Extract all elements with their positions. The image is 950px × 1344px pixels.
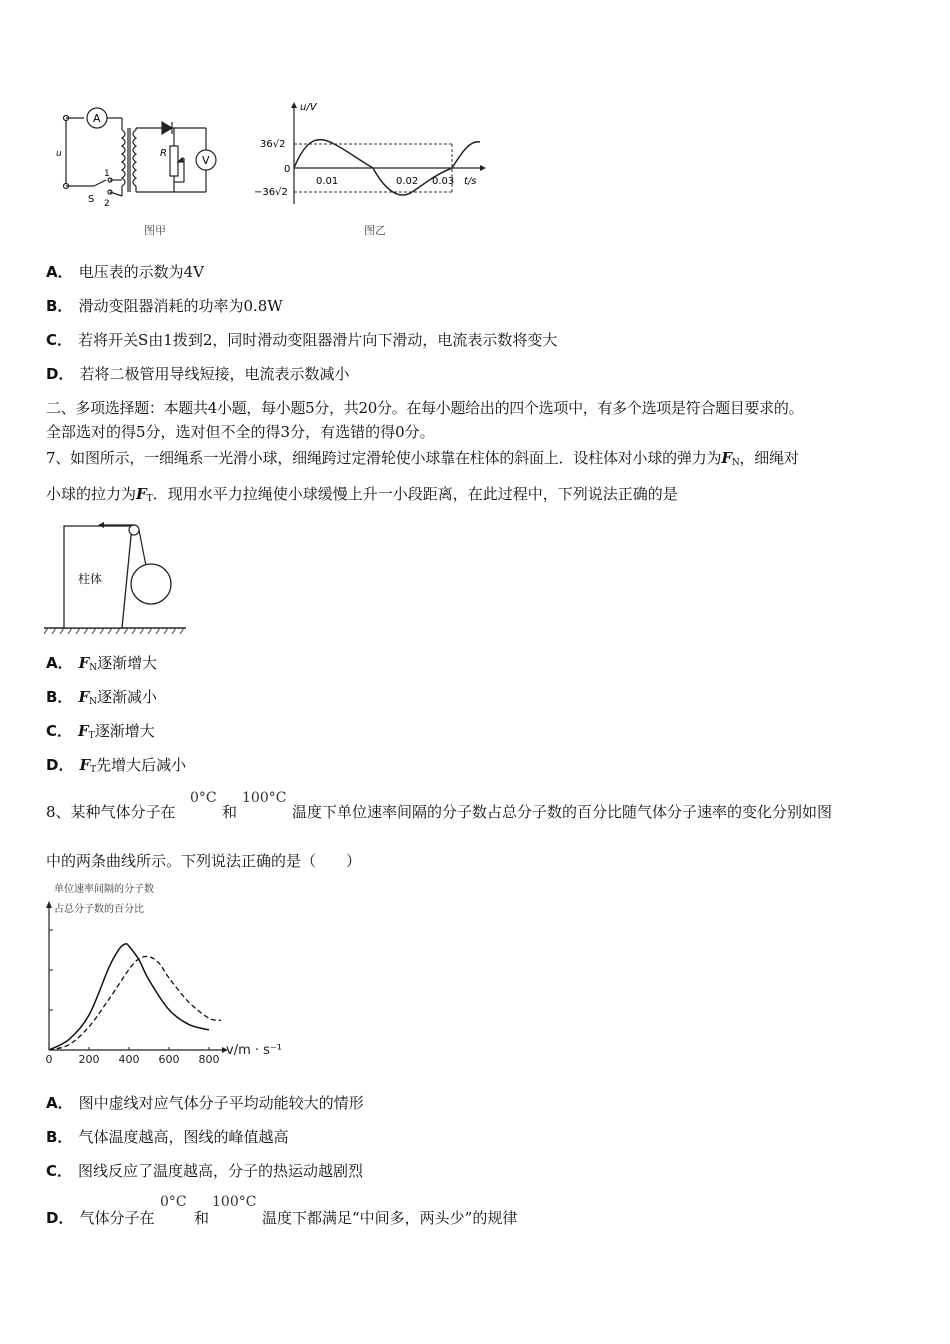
y-axis-arrow [46, 901, 52, 908]
switch-label: S [88, 194, 95, 205]
x-tick-label-4: 800 [198, 1053, 220, 1066]
q8-line1-a: 8、某种气体分子在 [46, 803, 176, 821]
x-tick-label-0: 0 [45, 1053, 53, 1066]
section2-line2: 全部选对的得5分，选对但不全的得3分，有选错的得0分。 [46, 423, 435, 441]
chart-xlabel: v/m · s⁻¹ [226, 1043, 282, 1058]
series-line-solid [49, 944, 209, 1050]
diode [162, 122, 172, 134]
q6-option-b: B． 滑动变阻器消耗的功率为0.8W [46, 297, 283, 315]
q8-option-d-temp-0c: 0°C [160, 1194, 187, 1210]
pulley [129, 525, 139, 535]
q8-option-a: A． 图中虚线对应气体分子平均动能较大的情形 [46, 1094, 364, 1112]
chart-ylabel-line1: 单位速率间隔的分子数 [54, 884, 154, 895]
q7-option-b: B． $F_N$逐渐减小 [46, 688, 157, 707]
q8-line1-b: 温度下单位速率间隔的分子数占总分子数的百分比随气体分子速率的变化分别如图 [292, 803, 833, 821]
figure-1 [44, 96, 496, 242]
switch-pos-1: 1 [104, 169, 110, 179]
right-caption: 图乙 [364, 224, 386, 237]
q7-line1: 7、如图所示，一细绳系一光滑小球，细绳跨过定滑轮使小球靠在柱体的斜面上．设柱体对小球的弹力为$F_N$，细绳对 [46, 449, 799, 468]
q7-line2: 小球的拉力为$F_T$．现用水平力拉绳使小球缓慢上升一小段距离，在此过程中，下列说法正确的是 [46, 485, 678, 504]
x-tick-label-2: 400 [118, 1053, 140, 1066]
chart-axes [46, 901, 228, 1053]
q6-option-a: A． 电压表的示数为4V [46, 263, 204, 281]
section2-line1: 二、多项选择题：本题共4小题，每小题5分，共20分。在每小题给出的四个选项中，有多个选项是符合题目要求的。 [46, 399, 804, 417]
y-zero-label: 0 [284, 164, 291, 175]
pillar-label: 柱体 [78, 572, 103, 586]
waveform-graph [291, 102, 486, 204]
x-tick-label-3: 600 [158, 1053, 180, 1066]
q8-temp-100c: 100°C [242, 790, 287, 806]
ball [131, 564, 171, 604]
series-line-dashed [49, 956, 221, 1050]
y-axis-label: u/V [300, 102, 317, 113]
q7-option-c: C． $F_T$逐渐增大 [46, 722, 155, 741]
switch-pos-2: 2 [104, 199, 110, 209]
q8-option-d-rest: 温度下都满足“中间多，两头少”的规律 [262, 1209, 518, 1227]
q7-option-d: D． $F_T$先增大后减小 [46, 756, 187, 775]
q8-temp-0c: 0°C [190, 790, 217, 806]
q8-option-b: B． 气体温度越高，图线的峰值越高 [46, 1128, 289, 1146]
x-tick-label-1: 200 [78, 1053, 100, 1066]
left-caption: 图甲 [144, 224, 166, 237]
ammeter-label: A [93, 112, 101, 125]
q8-option-d-temp-100c: 100°C [212, 1194, 257, 1210]
voltmeter-label: V [202, 154, 210, 167]
x-tick-2: 0.02 [396, 176, 419, 187]
figure-2-pillar [44, 518, 194, 638]
y-bottom-label: −36√2 [254, 187, 288, 198]
chart-ylabel-line2: 占总分子数的百分比 [54, 904, 144, 915]
resistor-label: R [160, 148, 167, 159]
x-axis-label: t/s [464, 176, 477, 187]
q7-option-a: A． $F_N$逐渐增大 [46, 654, 158, 673]
q6-option-c: C． 若将开关S由1拨到2，同时滑动变阻器滑片向下滑动，电流表示数将变大 [46, 331, 558, 349]
y-top-label: 36√2 [260, 139, 286, 150]
q8-option-d: D． 气体分子在 [46, 1209, 155, 1227]
q8-option-d-and: 和 [194, 1209, 210, 1227]
rheostat [170, 146, 178, 176]
x-tick-3: 0.03 [432, 176, 455, 187]
input-label: u [56, 149, 62, 159]
x-tick-1: 0.01 [316, 176, 339, 187]
q8-and: 和 [222, 803, 238, 821]
q8-line2: 中的两条曲线所示。下列说法正确的是（ ） [46, 852, 362, 870]
speed-distribution-chart [36, 900, 296, 1070]
q6-option-d: D． 若将二极管用导线短接，电流表示数减小 [46, 365, 350, 383]
q8-option-c: C． 图线反应了温度越高，分子的热运动越剧烈 [46, 1162, 364, 1180]
circuit-diagram [64, 108, 217, 196]
